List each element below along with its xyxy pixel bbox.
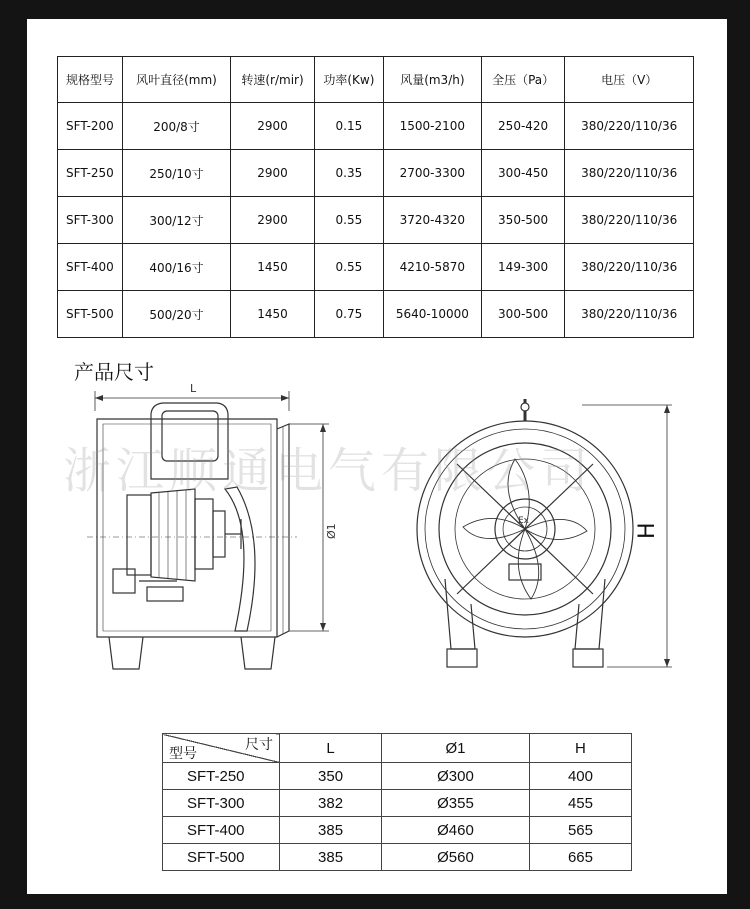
table-cell: 380/220/110/36: [565, 244, 694, 291]
table-cell: SFT-250: [163, 763, 280, 790]
table-cell: 455: [529, 790, 631, 817]
table-row: [163, 790, 632, 817]
label-H: H: [635, 522, 660, 539]
table-cell: Ø355: [382, 790, 530, 817]
table-cell: 1450: [231, 291, 315, 338]
table-cell: 250-420: [481, 103, 564, 150]
content-panel: [27, 19, 727, 894]
header-airflow: 风量(m3/h): [383, 57, 481, 103]
dimension-header-row: [163, 734, 632, 763]
table-cell: 665: [529, 844, 631, 871]
table-row: [163, 844, 632, 871]
watermark: 浙江顺通电气有限公司: [63, 443, 594, 499]
header-power: 功率(Kw): [314, 57, 383, 103]
table-cell: 2900: [231, 197, 315, 244]
table-cell: Ø300: [382, 763, 530, 790]
header-speed: 转速(r/mir): [231, 57, 315, 103]
table-cell: 0.75: [314, 291, 383, 338]
header-H: H: [529, 734, 631, 763]
label-L: L: [190, 382, 197, 395]
table-cell: 565: [529, 817, 631, 844]
table-cell: 0.55: [314, 244, 383, 291]
table-cell: 3720-4320: [383, 197, 481, 244]
table-cell: 5640-10000: [383, 291, 481, 338]
table-cell: 380/220/110/36: [565, 291, 694, 338]
table-cell: SFT-250: [58, 150, 123, 197]
header-diameter: Ø1: [382, 734, 530, 763]
table-cell: 300/12寸: [122, 197, 230, 244]
table-cell: SFT-300: [58, 197, 123, 244]
table-cell: SFT-400: [163, 817, 280, 844]
corner-label-dimension: 尺寸: [245, 736, 273, 752]
ex-mark: Ex: [518, 516, 530, 526]
table-cell: 350: [280, 763, 382, 790]
table-cell: 500/20寸: [122, 291, 230, 338]
header-blade-diameter: 风叶直径(mm): [122, 57, 230, 103]
section-title: 产品尺寸: [74, 360, 154, 384]
label-phi: Ø1: [325, 523, 338, 539]
table-cell: 380/220/110/36: [565, 150, 694, 197]
header-model: 规格型号: [58, 57, 123, 103]
header-voltage: 电压（V）: [565, 57, 694, 103]
table-cell: 0.55: [314, 197, 383, 244]
fan-drawing: [27, 19, 727, 719]
table-cell: SFT-500: [163, 844, 280, 871]
table-cell: Ø560: [382, 844, 530, 871]
table-cell: 2900: [231, 150, 315, 197]
table-cell: SFT-300: [163, 790, 280, 817]
table-cell: 350-500: [481, 197, 564, 244]
header-pressure: 全压（Pa）: [481, 57, 564, 103]
table-cell: 400: [529, 763, 631, 790]
table-cell: SFT-500: [58, 291, 123, 338]
table-row: [163, 817, 632, 844]
table-cell: 400/16寸: [122, 244, 230, 291]
table-cell: 300-450: [481, 150, 564, 197]
table-cell: 250/10寸: [122, 150, 230, 197]
table-cell: 1450: [231, 244, 315, 291]
table-cell: 380/220/110/36: [565, 103, 694, 150]
table-cell: 200/8寸: [122, 103, 230, 150]
table-cell: 382: [280, 790, 382, 817]
table-cell: 385: [280, 817, 382, 844]
dimension-table: [162, 733, 632, 871]
table-cell: 300-500: [481, 291, 564, 338]
table-cell: 2700-3300: [383, 150, 481, 197]
table-cell: 2900: [231, 103, 315, 150]
table-cell: 1500-2100: [383, 103, 481, 150]
corner-label-model: 型号: [169, 745, 197, 761]
table-row: [163, 763, 632, 790]
table-cell: 149-300: [481, 244, 564, 291]
table-cell: 0.15: [314, 103, 383, 150]
corner-cell: [163, 734, 280, 763]
table-cell: 0.35: [314, 150, 383, 197]
table-cell: Ø460: [382, 817, 530, 844]
table-cell: 4210-5870: [383, 244, 481, 291]
table-cell: SFT-200: [58, 103, 123, 150]
table-cell: 385: [280, 844, 382, 871]
table-cell: 380/220/110/36: [565, 197, 694, 244]
header-L: L: [280, 734, 382, 763]
table-cell: SFT-400: [58, 244, 123, 291]
